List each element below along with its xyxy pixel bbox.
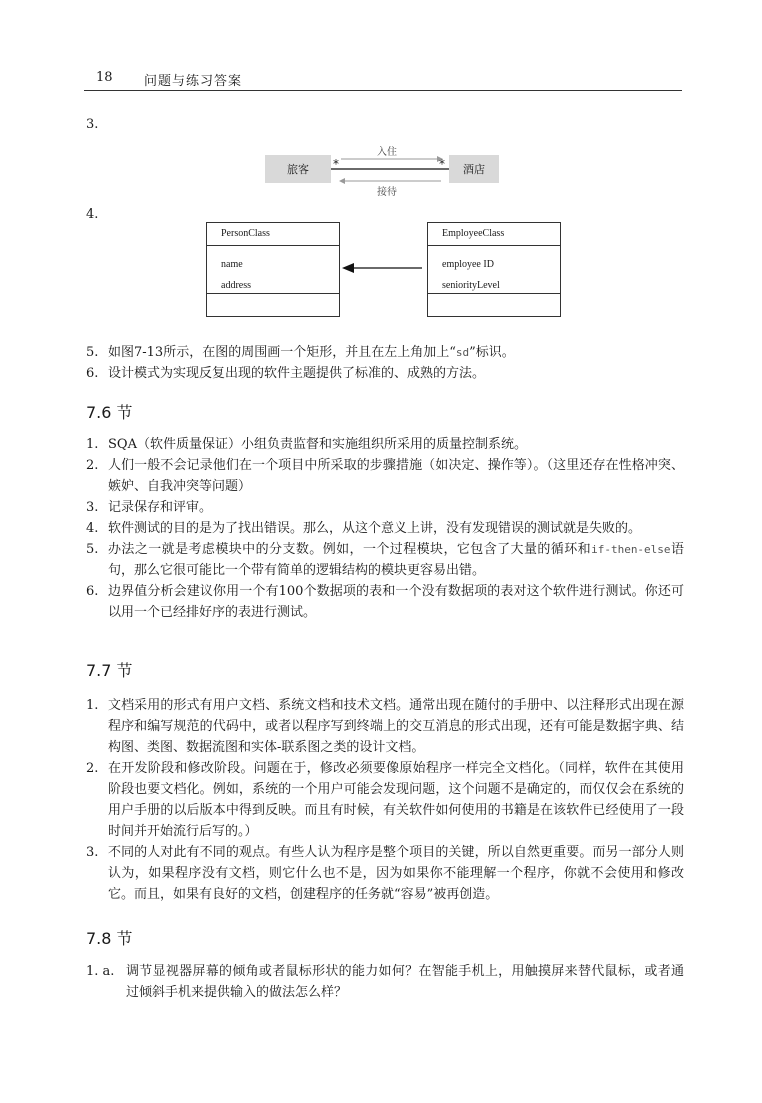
list-item: 5. 办法之一就是考虑模块中的分支数。例如，一个过程模块，它包含了大量的循环和if-then-else语句，那么它很可能比一个带有简单的逻辑结构的模块更容易出错。 (86, 542, 684, 578)
list-item: 3. 不同的人对此有不同的观点。有些人认为程序是整个项目的关键，所以自然更重要。而另一部分人则认为，如果程序没有文档，则它什么也不是，因为如果你不能理解一个程序，你就不会使用和修改它。而且，如果有良好的文档，创建程序的任务就“容易”被再创造。 (86, 845, 684, 902)
association-label-top: 入住 (377, 147, 397, 158)
class-name: 旅客 (287, 163, 309, 176)
uml-attribute: address (221, 280, 251, 291)
uml-class-name: EmployeeClass (428, 223, 560, 246)
section-heading: 7.7 节 (86, 661, 133, 680)
answer-list (86, 695, 684, 905)
multiplicity-left: * (333, 157, 339, 171)
uml-class-name: PersonClass (207, 223, 339, 246)
list-item: 4. 软件测试的目的是为了找出错误。那么，从这个意义上讲，没有发现错误的测试就是失败的。 (86, 521, 642, 536)
page-header (84, 68, 682, 91)
list-item: 1. a. 调节显视器屏幕的倾角或者鼠标形状的能力如何？在智能手机上，用触摸屏来替代鼠标，或者通过倾斜手机来提供输入的做法怎么样？ (86, 964, 684, 1000)
uml-class-person (206, 222, 340, 317)
page-title: 问题与练习答案 (144, 74, 243, 89)
item-number: 4. (86, 207, 99, 222)
list-item: 2. 人们一般不会记录他们在一个项目中所采取的步骤措施（如决定、操作等）。（这里还存在性格冲突、嫉妒、自我冲突等问题） (86, 458, 684, 494)
section-heading: 7.8 节 (86, 929, 133, 948)
inheritance-arrow (338, 258, 428, 278)
answer-list (86, 342, 684, 384)
multiplicity-right: * (439, 157, 445, 171)
list-item: 3. 记录保存和评审。 (86, 500, 213, 515)
class-name: 酒店 (463, 163, 485, 176)
uml-operations (428, 294, 560, 316)
list-item: 1. SQA（软件质量保证）小组负责监督和实施组织所采用的质量控制系统。 (86, 437, 527, 452)
uml-operations (207, 294, 339, 316)
list-item: 1. 文档采用的形式有用户文档、系统文档和技术文档。通常出现在随付的手册中、以注释形式出现在源程序和编写规范的代码中，或者以程序写到终端上的交互消息的形式出现，还有可能是数据字典、结构图、类图、数据流图和实体-联系图之类的设计文档。 (86, 698, 684, 755)
list-item: 6. 边界值分析会建议你用一个有100个数据项的表和一个没有数据项的表对这个软件进行测试。你还可以用一个已经排好序的表进行测试。 (86, 584, 684, 620)
answer-list (86, 434, 684, 623)
list-item: 2. 在开发阶段和修改阶段。问题在于，修改必须要像原始程序一样完全文档化。（同样，软件在其使用阶段也要文档化。例如，系统的一个用户可能会发现问题，这个问题不是确定的，而仅仅会在系统的用户手册的以后版本中得到反映。而且有时候，有关软件如何使用的书籍是在该软件已经使用了一段时间并开始流行后写的。） (86, 761, 684, 839)
uml-attributes (428, 246, 560, 294)
item-number: 3. (86, 117, 99, 132)
uml-attribute: name (221, 259, 243, 270)
association-diagram (265, 141, 499, 199)
uml-attribute: seniorityLevel (442, 280, 500, 291)
uml-attribute: employee ID (442, 259, 494, 270)
list-item: 6. 设计模式为实现反复出现的软件主题提供了标准的、成熟的方法。 (86, 366, 486, 381)
answer-list (86, 961, 684, 1003)
section-heading: 7.6 节 (86, 403, 133, 422)
uml-class-employee (427, 222, 561, 317)
association-label-bottom: 接待 (377, 187, 397, 198)
page-number: 18 (96, 70, 113, 85)
uml-attributes (207, 246, 339, 294)
list-item: 5. 如图7-13所示，在图的周围画一个矩形，并且在左上角加上“sd”标识。 (86, 345, 515, 360)
